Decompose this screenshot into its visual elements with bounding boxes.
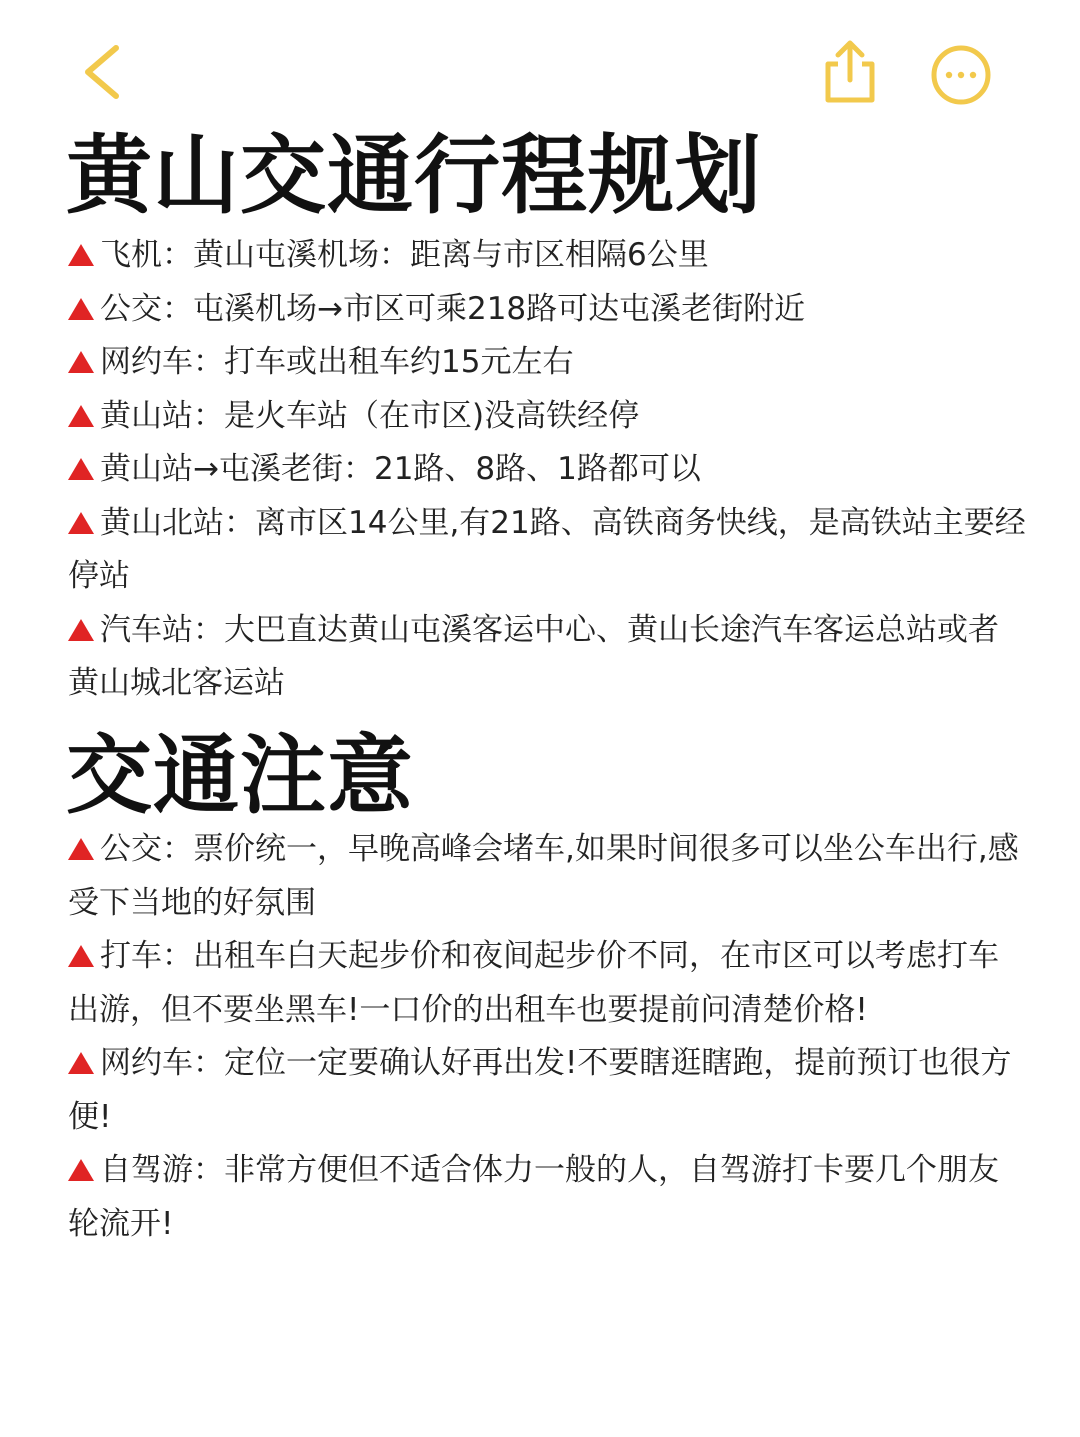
red-triangle-icon [68,351,94,373]
list-item [68,1144,1028,1251]
red-triangle-icon [68,458,94,480]
list-item-text: 网约车：定位一定要确认好再出发!不要瞎逛瞎跑，提前预订也很方便! [68,1045,1012,1135]
red-triangle-icon [68,512,94,534]
list-item [68,497,1028,604]
list-item [68,336,1028,390]
travel-plan-list [68,229,1028,711]
list-item-text: 飞机：黄山屯溪机场：距离与市区相隔6公里 [100,237,709,273]
more-icon[interactable] [928,42,994,108]
red-triangle-icon [68,244,94,266]
list-item [68,604,1028,711]
red-triangle-icon [68,298,94,320]
list-item [68,283,1028,337]
list-item-text: 公交：屯溪机场→市区可乘218路可达屯溪老街附近 [100,290,806,327]
share-icon[interactable] [818,36,882,106]
list-item [68,823,1028,930]
list-item [68,443,1028,497]
list-item-text: 公交：票价统一，早晚高峰会堵车,如果时间很多可以坐公车出行,感受下当地的好氛围 [68,831,1019,921]
section-title-traffic-notes: 交通注意 [66,726,414,826]
list-item-text: 网约车：打车或出租车约15元左右 [100,344,574,380]
red-triangle-icon [68,405,94,427]
list-item-text: 黄山站→屯溪老街：21路、8路、1路都可以 [100,451,701,487]
red-triangle-icon [68,838,94,860]
list-item [68,930,1028,1037]
red-triangle-icon [68,619,94,641]
list-item-text: 打车：出租车白天起步价和夜间起步价不同，在市区可以考虑打车出游，但不要坐黑车!一口价的出租车也要提前问清楚价格! [68,938,999,1028]
list-item [68,1037,1028,1144]
list-item-text: 黄山北站：离市区14公里,有21路、高铁商务快线，是高铁站主要经停站 [68,504,1026,594]
chevron-left-icon[interactable] [72,40,132,104]
list-item-text: 汽车站：大巴直达黄山屯溪客运中心、黄山长途汽车客运总站或者黄山城北客运站 [68,611,999,701]
top-navigation-bar [0,0,1080,130]
red-triangle-icon [68,945,94,967]
red-triangle-icon [68,1159,94,1181]
section-title-travel-plan: 黄山交通行程规划 [66,126,762,226]
list-item-text: 黄山站：是火车站（在市区)没高铁经停 [100,397,640,434]
traffic-notes-list [68,823,1028,1251]
red-triangle-icon [68,1052,94,1074]
list-item-text: 自驾游：非常方便但不适合体力一般的人，自驾游打卡要几个朋友轮流开! [68,1152,999,1242]
list-item [68,390,1028,444]
list-item [68,229,1028,283]
